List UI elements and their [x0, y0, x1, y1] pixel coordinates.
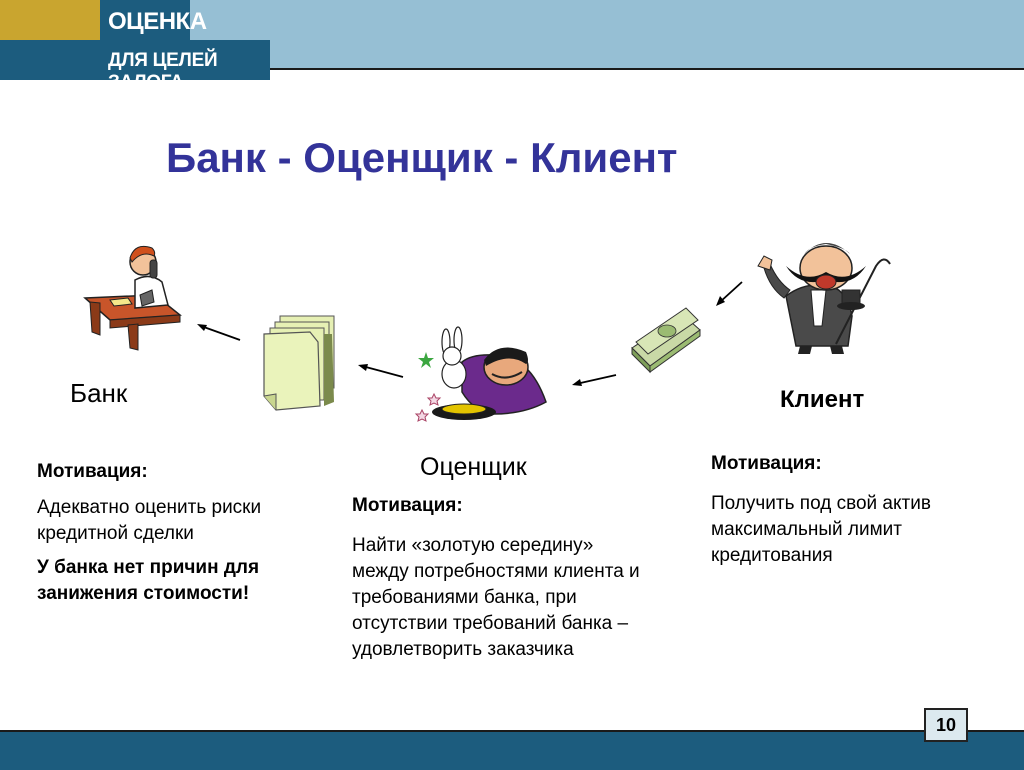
client-motivation-heading: Мотивация: — [711, 453, 822, 474]
logo-gold-block — [0, 0, 100, 40]
clerk-on-phone-icon — [80, 240, 185, 355]
client-motivation — [711, 451, 1001, 577]
page-number: 10 — [924, 708, 968, 742]
slide-title: Банк - Оценщик - Клиент — [166, 134, 678, 181]
bank-motivation-text: Адекватно оценить риски кредитной сделки — [37, 497, 262, 544]
client-label: Клиент — [780, 386, 865, 413]
logo-line-1: ОЦЕНКА — [108, 8, 207, 35]
arrow-to-documents — [356, 362, 406, 380]
bank-motivation-note: У банка нет причин для занижения стоимости! — [37, 557, 260, 604]
bank-motivation-heading: Мотивация: — [37, 461, 148, 482]
arrow-to-money — [714, 280, 746, 308]
arrow-to-bank — [195, 322, 243, 344]
documents-icon — [262, 314, 344, 414]
rich-man-icon — [756, 226, 896, 356]
client-motivation-text: Получить под свой актив максимальный лимит кредитования — [711, 493, 931, 566]
logo-line-2: ДЛЯ ЦЕЛЕЙ ЗАЛОГА — [108, 50, 218, 93]
bank-motivation — [37, 459, 277, 607]
magician-icon — [414, 322, 554, 432]
bank-label: Банк — [70, 378, 128, 408]
arrow-to-appraiser — [570, 372, 620, 390]
logo — [0, 0, 270, 93]
money-stack-icon — [628, 298, 704, 376]
footer-bar — [0, 730, 1024, 770]
appraiser-motivation — [352, 493, 642, 671]
appraiser-label: Оценщик — [420, 453, 527, 481]
appraiser-motivation-heading: Мотивация: — [352, 495, 463, 516]
appraiser-motivation-text: Найти «золотую середину» между потребностями клиента и требованиями банка, при отсутствии требований банка – удовлетворить заказчика — [352, 535, 640, 660]
